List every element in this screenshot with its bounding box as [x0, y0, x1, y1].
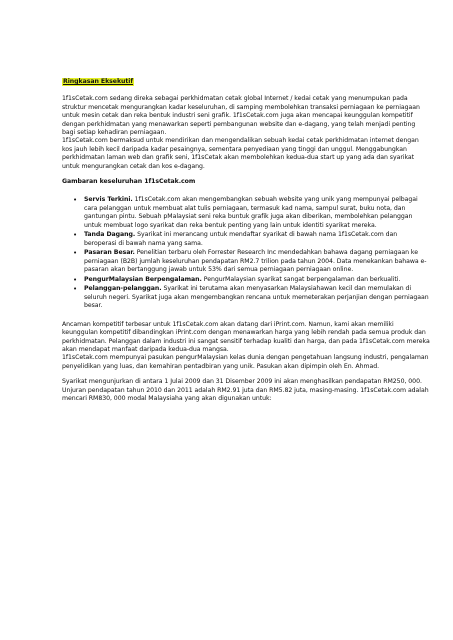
intro-paragraph-2: 1f1sCetak.com bermaksud untuk mendirikan dan mengendalikan sebuah kedai cetak perkhidmatan internet dengan kos jauh lebih kecil daripada kadar pesaingnya, sementara penyediaan yang tinggi dan unggul. Menggabungkan perkhidmatan laman web dan grafik seni, 1f1sCetak akan membolehkan kedua-dua start up yang ada dan syarikat untuk mengurangkan cetak dan kos e-dagang.: [62, 137, 419, 170]
intro-paragraph-1: 1f1sCetak.com sedang direka sebagai perkhidmatan cetak global Internet / kedai cetak yang menumpukan pada struktur mencetak mengurangkan kadar keseluruhan, di samping membolehkan transaksi perniagaan ke perniagaan untuk mesin cetak dan reka bentuk industri seni grafik. 1f1sCetak.com juga akan mencapai keunggulan kompetitif dengan perkhidmatan yang menawarkan seperti pembangunan website dan e-dagang, yang telah menjadi penting bagi setiap kehadiran perniagaan.: [62, 95, 420, 137]
closing-paragraph-1: Ancaman kompetitif terbesar untuk 1f1sCetak.com akan datang dari iPrint.com. Namun, kami akan memiliki keunggulan kompetitif dibandingkan iPrint.com dengan menawarkan harga yang lebih rendah pada semua produk dan perkhidmatan. Pelanggan dalam industri ini sangat sensitif terhadap kualiti dan harga, dan pada 1f1sCetak.com mereka akan mendapat manfaat daripada kedua-dua mangsa.: [62, 320, 430, 353]
bullet-icon: •: [73, 231, 78, 240]
document-body: [62, 78, 430, 403]
bullet-term: Pasaran Besar.: [84, 249, 135, 257]
bullet-icon: •: [73, 285, 78, 294]
section-heading: Ringkasan Eksekutif: [63, 78, 133, 85]
bullet-term: Tanda Dagang.: [84, 231, 136, 239]
bullet-text: PengurMalaysian syarikat sangat berpengalaman dan berkualiti.: [201, 275, 401, 283]
list-item: [62, 196, 430, 230]
bullet-icon: •: [73, 275, 78, 284]
bullet-term: Pelanggan-pelanggan.: [84, 285, 162, 293]
list-item: [62, 276, 430, 284]
bullet-text: Penelitian terbaru oleh Forrester Research Inc mendedahkan bahawa dagang perniagaan ke perniagaan (B2B) jumlah keseluruhan pendapatan RM2.7 trilion pada tahun 2004. Data menekankan bahawa e-pasaran akan bertanggung jawab untuk 53% dari semua perniagaan perniagaan online.: [84, 249, 427, 274]
list-item: [62, 249, 430, 274]
bullet-icon: •: [73, 196, 78, 205]
overview-bullet-list: [62, 196, 430, 310]
list-item: [62, 231, 430, 248]
overview-subheading: Gambaran keseluruhan 1f1sCetak.com: [62, 178, 196, 186]
closing-paragraph-3: Syarikat mengunjurkan di antara 1 Julai 2009 dan 31 Disember 2009 ini akan menghasilkan pendapatan RM250, 000. Unjuran pendapatan tahun 2010 dan 2011 adalah RM2.91 juta dan RM5.82 juta, masing-masing. 1f1sCetak.com adalah mencari RM830, 000 modal Malaysiaha yang akan digunakan untuk:: [62, 378, 429, 402]
closing-paragraph-2: 1f1sCetak.com mempunyai pasukan pengurMalaysian kelas dunia dengan pengetahuan langsung industri, pengalaman penyelidikan yang luas, dan kemahiran pentadbiran yang unik. Pasukan akan dipimpin oleh En. Ahmad.: [62, 354, 429, 370]
bullet-term: Servis Terkini.: [84, 196, 133, 204]
bullet-term: PengurMalaysian Berpengalaman.: [84, 275, 202, 283]
bullet-text: 1f1sCetak.com akan mengembangkan sebuah website yang unik yang mempunyai pelbagai cara pelanggan untuk membuat alat tulis perniagaan, termasuk kad nama, sampul surat, buku nota, dan gantungan pintu. Sebuah pMalaysiat seni reka buntuk grafik juga akan diberikan, membolehkan pelanggan untuk membuat logo syarikat dan reka bentuk penting yang lain untuk identiti syarikat mereka.: [84, 196, 418, 229]
bullet-text: Syarikat ini terutama akan menyasarkan Malaysiahawan kecil dan memulakan di seluruh negeri. Syarikat juga akan mengembangkan rencana untuk memeterakan perjanjian dengan perniagaan besar.: [84, 285, 429, 310]
bullet-text: Syarikat ini merancang untuk mendaftar syarikat di bawah nama 1f1sCetak.com dan beroperasi di bawah nama yang sama.: [84, 231, 398, 247]
list-item: [62, 285, 430, 310]
bullet-icon: •: [73, 249, 78, 258]
